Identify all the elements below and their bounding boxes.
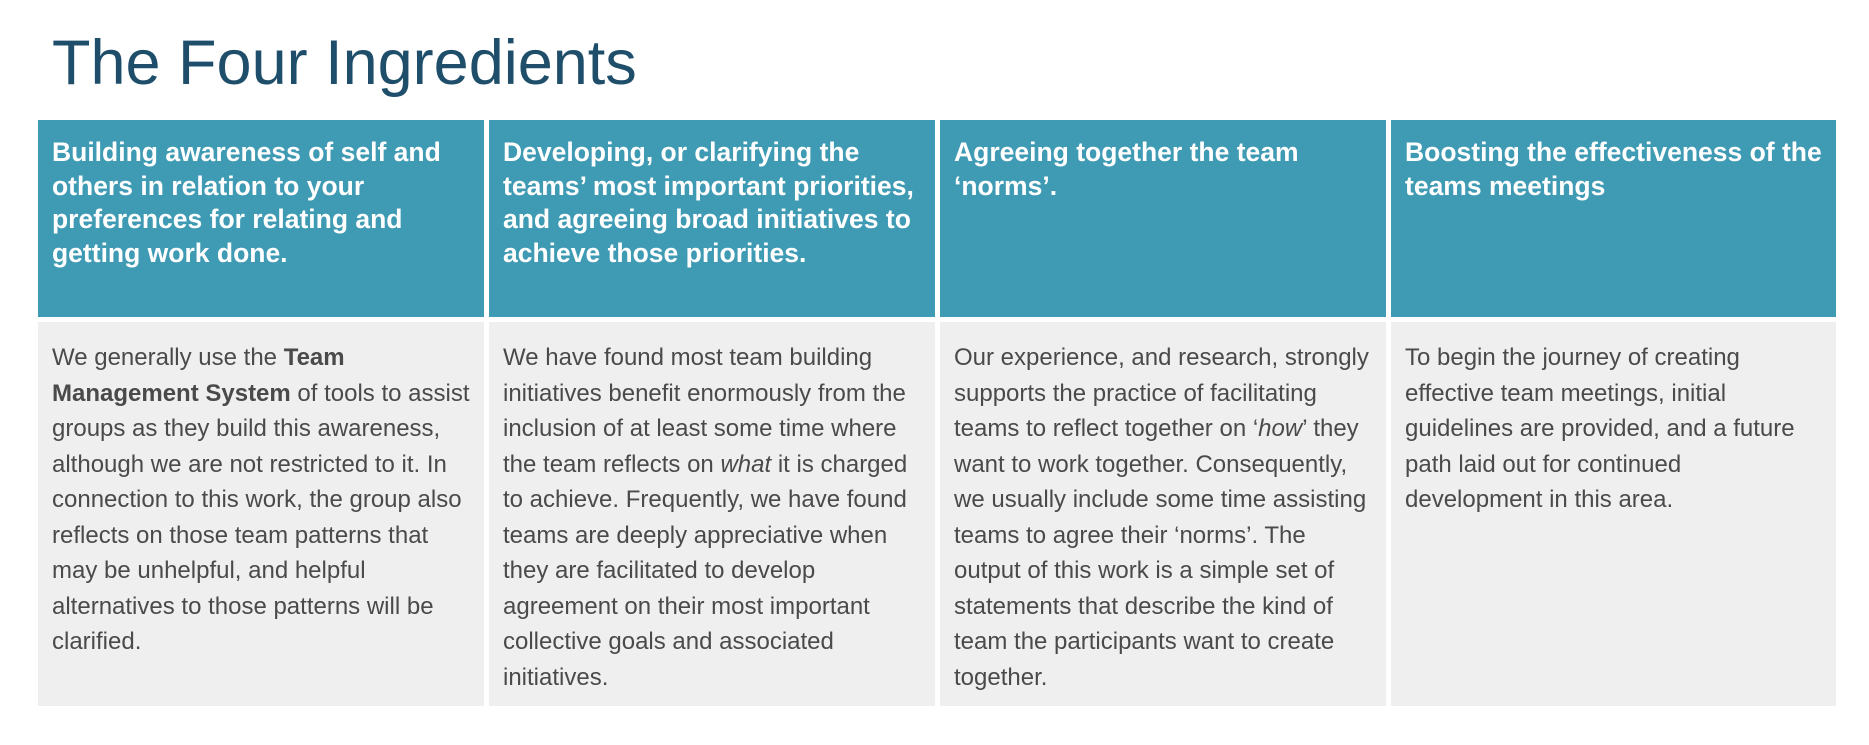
description-italic-text: what — [720, 450, 772, 478]
ingredient-header-2: Developing, or clarifying the teams’ most important priorities, and agreeing broad initiatives to achieve those priorities. — [489, 120, 935, 317]
ingredient-header-4: Boosting the effectiveness of the teams meetings — [1391, 120, 1836, 317]
description-text: of tools to assist groups as they build this awareness, although we are not restricted to it. In connection to this work, the group also reflects on those team patterns that may be unhelpful, and helpful alternatives to those patterns will be clarified. — [52, 379, 470, 655]
ingredient-description-4 — [1391, 322, 1836, 706]
description-italic-text: how — [1258, 415, 1303, 442]
ingredient-header-1: Building awareness of self and others in relation to your preferences for relating and getting work done. — [38, 120, 484, 317]
description-text: it is charged to achieve. Frequently, we have found teams are deeply appreciative when they are facilitated to develop agreement on their most important collective goals and associated initiatives. — [503, 450, 908, 691]
description-bold-text: Team Management System — [52, 344, 345, 407]
ingredient-header-3: Agreeing together the team ‘norms’. — [940, 120, 1386, 317]
ingredients-table — [38, 120, 1836, 706]
ingredient-description-1 — [38, 322, 484, 706]
description-text: To begin the journey of creating effective team meetings, initial guidelines are provided, and a future path laid out for continued development in this area. — [1405, 344, 1795, 513]
description-text: Our experience, and research, strongly supports the practice of facilitating teams to reflect together on ‘ — [954, 344, 1369, 442]
description-text: ’ they want to work together. Consequently, we usually include some time assisting teams to agree their ‘norms’. The output of this work is a simple set of statements that describe the kind of team the participants want to create together. — [954, 415, 1367, 691]
description-text: We generally use the — [52, 344, 284, 371]
page-title: The Four Ingredients — [52, 28, 637, 98]
description-text: We have found most team building initiatives benefit enormously from the inclusion of at least some time where the team reflects on — [503, 344, 906, 478]
ingredient-description-3 — [940, 322, 1386, 706]
ingredient-description-2 — [489, 322, 935, 706]
